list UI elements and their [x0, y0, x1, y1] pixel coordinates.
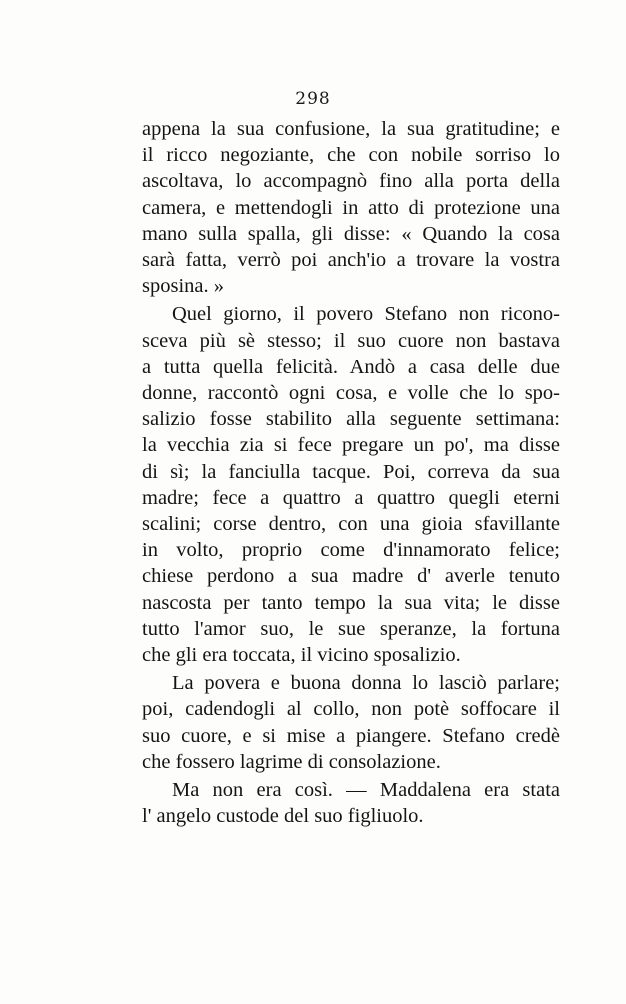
text-line: che fossero lagrime di consolazione.: [142, 750, 441, 773]
text-line: sceva più sè stesso; il suo cuore non bastava: [142, 329, 560, 352]
paragraph: [142, 777, 560, 829]
text-line: camera, e mettendogli in atto di protezione una: [142, 196, 560, 219]
text-line: il ricco negoziante, che con nobile sorriso lo: [142, 144, 560, 167]
text-line: a tutta quella felicità. Andò a casa delle due: [142, 355, 560, 378]
text-line: chiese perdono a sua madre d' averle tenuto: [142, 565, 560, 588]
text-line: Quel giorno, il povero Stefano non ricono-: [172, 303, 560, 326]
text-line: sarà fatta, verrò poi anch'io a trovare la vostra: [142, 249, 560, 272]
text-line: Ma non era così. — Maddalena era stata: [172, 779, 560, 802]
body-text: [142, 116, 560, 829]
text-line: ascoltava, lo accompagnò fino alla porta della: [142, 170, 560, 193]
text-line: tutto l'amor suo, le sue speranze, la fortuna: [142, 617, 560, 640]
text-line: appena la sua confusione, la sua gratitudine; e: [142, 118, 560, 140]
text-line: sposina. »: [142, 275, 224, 298]
paragraph: [142, 301, 560, 668]
text-line: donne, raccontò ogni cosa, e volle che lo spo-: [142, 382, 560, 405]
text-line: scalini; corse dentro, con una gioia sfavillante: [142, 513, 560, 536]
text-line: l' angelo custode del suo figliuolo.: [142, 805, 424, 828]
text-line: poi, cadendogli al collo, non potè soffocare il: [142, 698, 560, 721]
text-line: suo cuore, e si mise a piangere. Stefano credè: [142, 724, 560, 747]
text-line: la vecchia zia si fece pregare un po', ma disse: [142, 434, 560, 457]
text-line: nascosta per tanto tempo la sua vita; le disse: [142, 591, 560, 614]
text-line: di sì; la fanciulla tacque. Poi, correva da sua: [142, 460, 560, 483]
text-line: che gli era toccata, il vicino sposalizio.: [142, 644, 461, 667]
text-line: mano sulla spalla, gli disse: « Quando la cosa: [142, 222, 560, 245]
page-number: 298: [295, 89, 331, 109]
text-line: madre; fece a quattro a quattro quegli eterni: [142, 486, 560, 509]
text-line: La povera e buona donna lo lasciò parlare;: [172, 672, 560, 695]
paragraph: [142, 116, 560, 299]
paragraph: [142, 670, 560, 775]
text-line: in volto, proprio come d'innamorato felice;: [142, 539, 560, 562]
text-line: salizio fosse stabilito alla seguente settimana:: [142, 408, 560, 431]
